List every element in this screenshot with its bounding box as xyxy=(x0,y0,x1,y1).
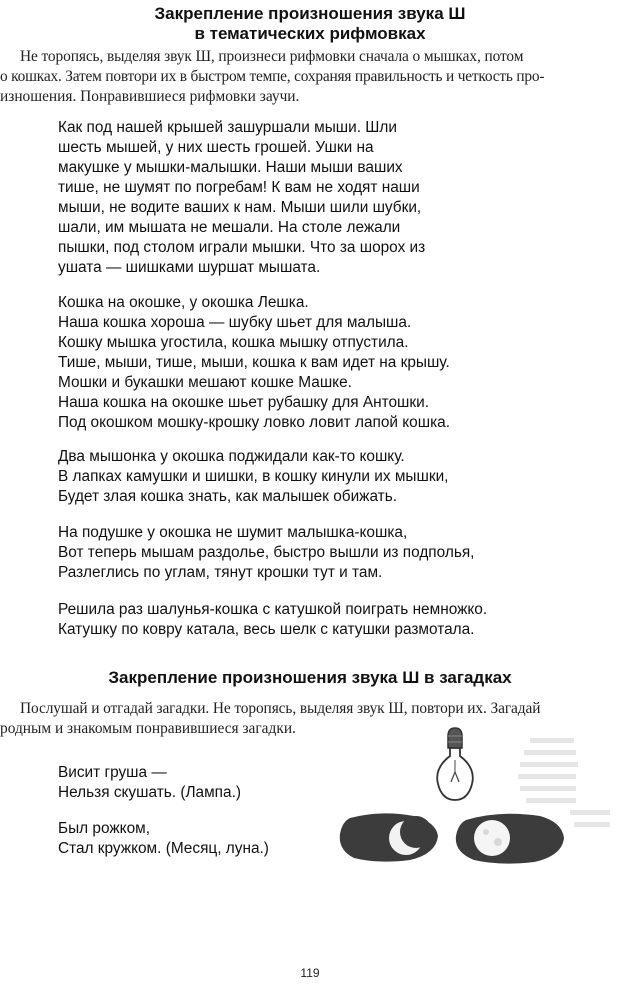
faded-text-block xyxy=(518,738,610,827)
intro-line: изношения. Понравившиеся рифмовки заучи. xyxy=(0,88,300,105)
verse-line: На подушке у окошка не шумит малышка-кошка, xyxy=(58,524,408,541)
verse-line: Мошки и букашки мешают кошке Машке. xyxy=(58,374,352,391)
verse-line: Тише, мыши, тише, мыши, кошка к вам идет на крышу. xyxy=(58,354,450,371)
verse-line: макушке у мышки-малышки. Наши мыши ваших xyxy=(58,159,403,176)
full-moon-icon xyxy=(456,814,564,864)
verse-line: пышки, под столом играли мышки. Что за шорох из xyxy=(58,239,426,256)
rhyme-pillow-cat xyxy=(58,523,474,583)
verse-line: шали, им мышата не мешали. На столе лежали xyxy=(58,219,401,236)
intro-line: Не торопясь, выделяя звук Ш, произнеси рифмовки сначала о мышках, потом xyxy=(20,48,524,65)
verse-line: Наша кошка на окошке шьет рубашку для Антошки. xyxy=(58,394,429,411)
verse-line: ушата — шишками шуршат мышата. xyxy=(58,259,321,276)
heading-line-1: Закрепление произношения звука Ш xyxy=(154,4,466,23)
verse-line: Кошка на окошке, у окошка Лешка. xyxy=(58,294,309,311)
verse-line: Вот теперь мышам раздолье, быстро вышли из подполья, xyxy=(58,544,475,561)
crescent-moon-icon xyxy=(340,813,438,861)
verse-line: тише, не шумят по погребам! К вам не ходят наши xyxy=(58,179,420,196)
rhyme-mice xyxy=(58,118,425,278)
verse-line: Под окошком мошку-крошку ловко ловит лапой кошка. xyxy=(58,414,450,431)
riddle-lamp xyxy=(58,763,241,803)
riddle-moon xyxy=(58,819,269,859)
riddle-illustration xyxy=(330,726,620,870)
verse-line: Наша кошка хороша — шубку шьет для малыша. xyxy=(58,314,412,331)
verse-line: Разлеглись по углам, тянут крошки тут и там. xyxy=(58,564,383,581)
verse-line: Катушку по ковру катала, весь шелк с катушки размотала. xyxy=(58,621,475,638)
verse-line: шесть мышей, у них шесть грошей. Ушки на xyxy=(58,139,374,156)
verse-line: Нельзя скушать. (Лампа.) xyxy=(58,784,241,801)
verse-line: Кошку мышка угостила, кошка мышку отпустила. xyxy=(58,334,409,351)
verse-line: Висит груша — xyxy=(58,764,167,781)
intro-paragraph-rhymes xyxy=(0,47,612,107)
intro-line: Послушай и отгадай загадки. Не торопясь, выделяя звук Ш, повтори их. Загадай xyxy=(20,700,541,717)
verse-line: Стал кружком. (Месяц, луна.) xyxy=(58,840,269,857)
intro-line: о кошках. Затем повтори их в быстром темпе, сохраняя правильность и четкость про- xyxy=(0,68,545,85)
verse-line: Будет злая кошка знать, как малышек обижать. xyxy=(58,488,398,505)
rhyme-two-mice xyxy=(58,447,448,507)
rhyme-spool xyxy=(58,600,487,640)
page-number: 119 xyxy=(300,966,320,980)
section-heading-riddles: Закрепление произношения звука Ш в загадках xyxy=(108,668,512,687)
light-bulb-icon xyxy=(437,728,473,800)
verse-line: Как под нашей крышей зашуршали мыши. Шли xyxy=(58,119,397,136)
section-heading-rhymes xyxy=(0,4,620,44)
verse-line: Два мышонка у окошка поджидали как-то кошку. xyxy=(58,448,405,465)
verse-line: мыши, не водите ваших к нам. Мыши шили шубки, xyxy=(58,199,422,216)
verse-line: В лапках камушки и шишки, в кошку кинули их мышки, xyxy=(58,468,449,485)
verse-line: Был рожком, xyxy=(58,820,150,837)
rhyme-cat-window xyxy=(58,293,450,433)
verse-line: Решила раз шалунья-кошка с катушкой поиграть немножко. xyxy=(58,601,488,618)
heading-line-2: в тематических рифмовках xyxy=(194,24,426,43)
intro-line: родным и знакомым понравившиеся загадки. xyxy=(0,720,296,737)
